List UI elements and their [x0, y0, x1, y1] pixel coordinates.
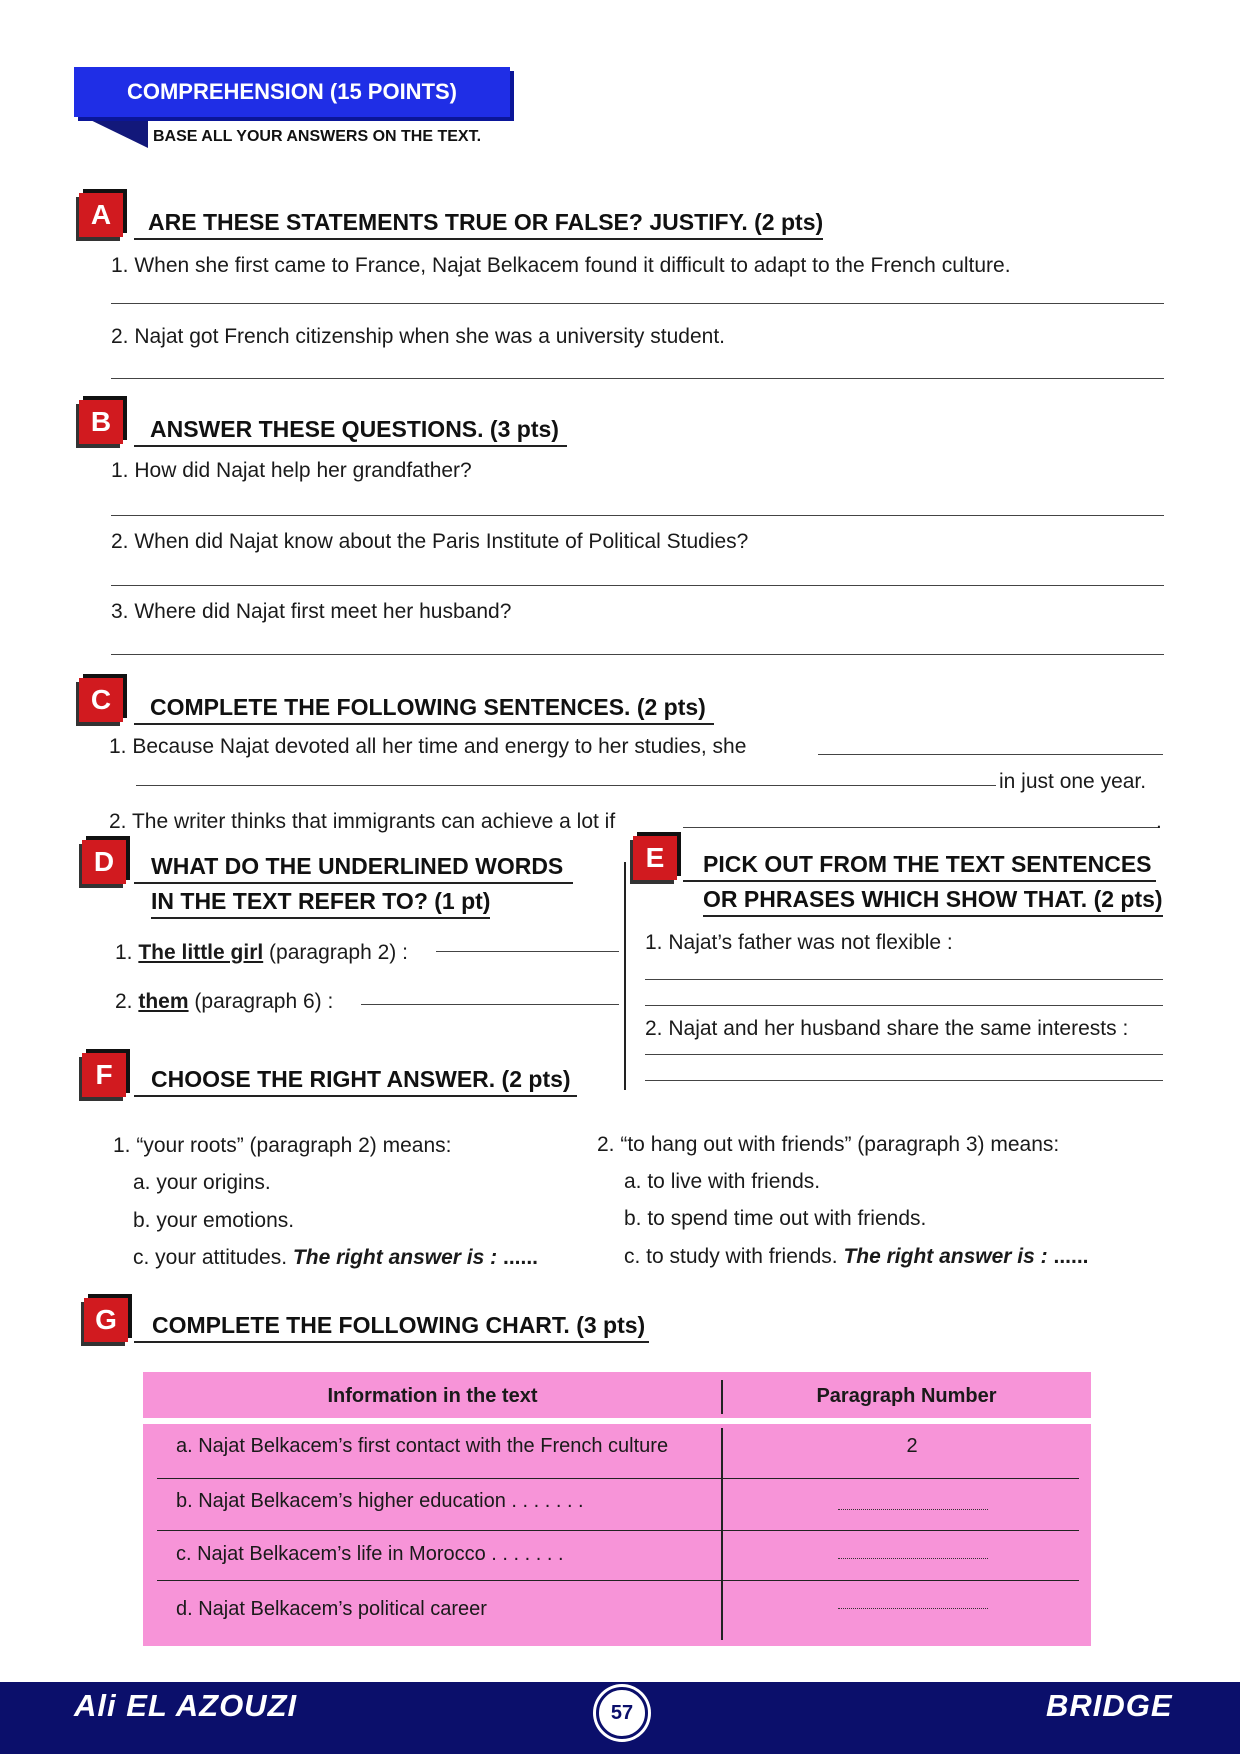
section-a-badge: A: [79, 193, 123, 237]
answer-line-d2[interactable]: [361, 1004, 619, 1005]
chart-row-b-paragraph-blank[interactable]: [838, 1509, 988, 1510]
footer-author: Ali EL AZOUZI: [74, 1688, 298, 1723]
question-a1: 1. When she first came to France, Najat Belkacem found it difficult to adapt to the French culture.: [111, 254, 1011, 277]
question-b1: 1. How did Najat help her grandfather?: [111, 459, 472, 482]
question-b3: 3. Where did Najat first meet her husband?: [111, 600, 512, 623]
question-c2: 2. The writer thinks that immigrants can achieve a lot if: [109, 810, 616, 833]
question-c2-end: .: [1156, 810, 1162, 833]
option-f1-c-text[interactable]: c. your attitudes.: [133, 1246, 288, 1269]
question-c1: 1. Because Najat devoted all her time and energy to her studies, she: [109, 735, 747, 758]
option-f2-c: [624, 1245, 1089, 1269]
chart-row-a-paragraph: 2: [906, 1435, 918, 1457]
chart-header-info: Information in the text: [327, 1385, 538, 1407]
option-f1-a[interactable]: a. your origins.: [133, 1171, 271, 1194]
section-d-badge: D: [82, 840, 126, 884]
chart-row-c-paragraph-blank[interactable]: [838, 1558, 988, 1559]
question-d2-num: 2.: [115, 990, 133, 1013]
section-f-title: CHOOSE THE RIGHT ANSWER. (2 pts): [134, 1066, 577, 1097]
section-g-badge: G: [84, 1298, 128, 1342]
question-d1-rest: (paragraph 2) :: [269, 941, 408, 964]
section-d-title-line2: IN THE TEXT REFER TO? (1 pt): [151, 888, 490, 919]
answer-line-d1[interactable]: [436, 951, 619, 952]
answer-line-e1a[interactable]: [645, 979, 1163, 980]
question-f2: 2. “to hang out with friends” (paragraph 3) means:: [597, 1133, 1060, 1156]
question-d2: [115, 990, 333, 1014]
question-d2-rest: (paragraph 6) :: [194, 990, 334, 1013]
question-e2: 2. Najat and her husband share the same interests :: [645, 1017, 1129, 1040]
option-f2-c-text[interactable]: c. to study with friends.: [624, 1245, 838, 1268]
option-f1-b[interactable]: b. your emotions.: [133, 1209, 295, 1232]
section-c-title: COMPLETE THE FOLLOWING SENTENCES. (2 pts): [134, 694, 714, 725]
section-banner-subtitle: BASE ALL YOUR ANSWERS ON THE TEXT.: [153, 128, 482, 145]
option-f2-b[interactable]: b. to spend time out with friends.: [624, 1207, 927, 1230]
chart-row-divider-3: [157, 1580, 1079, 1581]
section-g-title: COMPLETE THE FOLLOWING CHART. (3 pts): [134, 1312, 649, 1343]
question-c1-end: in just one year.: [999, 770, 1147, 793]
answer-line-a1[interactable]: [111, 303, 1164, 304]
answer-line-c1b[interactable]: [136, 785, 996, 786]
section-e-title-line2: OR PHRASES WHICH SHOW THAT. (2 pts): [703, 886, 1163, 917]
question-e1: 1. Najat’s father was not flexible :: [645, 931, 953, 954]
chart-row-divider-1: [157, 1478, 1079, 1479]
section-c-badge: C: [79, 678, 123, 722]
option-f2-a[interactable]: a. to live with friends.: [624, 1170, 821, 1193]
question-a2: 2. Najat got French citizenship when she was a university student.: [111, 325, 725, 348]
question-d1-num: 1.: [115, 941, 133, 964]
answer-line-b2[interactable]: [111, 585, 1164, 586]
question-f1: 1. “your roots” (paragraph 2) means:: [113, 1134, 452, 1157]
page-number: 57: [596, 1687, 648, 1739]
right-answer-label-f1: The right answer is :: [292, 1246, 498, 1269]
footer-book-title: BRIDGE: [1046, 1688, 1173, 1723]
answer-line-e1b[interactable]: [645, 1005, 1163, 1006]
section-a-title: ARE THESE STATEMENTS TRUE OR FALSE? JUSTIFY. (2 pts): [134, 209, 823, 240]
underlined-word-d1: The little girl: [138, 941, 264, 964]
chart-column-divider: [721, 1428, 723, 1640]
section-e-badge: E: [633, 836, 677, 880]
underlined-word-d2: them: [138, 990, 189, 1013]
question-d1: [115, 941, 408, 965]
answer-line-e2b[interactable]: [645, 1080, 1163, 1081]
answer-line-c2[interactable]: [683, 827, 1158, 828]
section-b-title: ANSWER THESE QUESTIONS. (3 pts): [134, 416, 567, 447]
chart-row-b-info: b. Najat Belkacem’s higher education . . . . . . .: [176, 1490, 584, 1512]
option-f1-c: [133, 1246, 538, 1270]
question-b2: 2. When did Najat know about the Paris Institute of Political Studies?: [111, 530, 749, 553]
section-d-title-line1: WHAT DO THE UNDERLINED WORDS: [134, 853, 573, 884]
chart-row-a-info: a. Najat Belkacem’s first contact with the French culture: [176, 1435, 669, 1457]
answer-line-a2[interactable]: [111, 378, 1164, 379]
right-answer-dots-f1[interactable]: ......: [502, 1246, 538, 1269]
answer-line-c1a[interactable]: [818, 754, 1163, 755]
right-answer-dots-f2[interactable]: ......: [1053, 1245, 1089, 1268]
banner-tail: [74, 112, 148, 148]
answer-line-e2a[interactable]: [645, 1054, 1163, 1055]
answer-line-b3[interactable]: [111, 654, 1164, 655]
column-divider: [624, 862, 626, 1090]
section-e-title-line1: PICK OUT FROM THE TEXT SENTENCES: [683, 851, 1156, 882]
chart-row-d-paragraph-blank[interactable]: [838, 1608, 988, 1609]
section-banner-title: COMPREHENSION (15 POINTS): [126, 79, 458, 104]
right-answer-label-f2: The right answer is :: [843, 1245, 1048, 1268]
chart-header-divider: [721, 1380, 723, 1414]
chart-row-c-info: c. Najat Belkacem’s life in Morocco . . . . . . .: [176, 1543, 564, 1565]
chart-row-divider-2: [157, 1530, 1079, 1531]
answer-line-b1[interactable]: [111, 515, 1164, 516]
chart-header-paragraph: Paragraph Number: [816, 1385, 997, 1407]
chart-row-d-info: d. Najat Belkacem’s political career: [176, 1598, 487, 1620]
section-f-badge: F: [82, 1053, 126, 1097]
section-b-badge: B: [79, 400, 123, 444]
